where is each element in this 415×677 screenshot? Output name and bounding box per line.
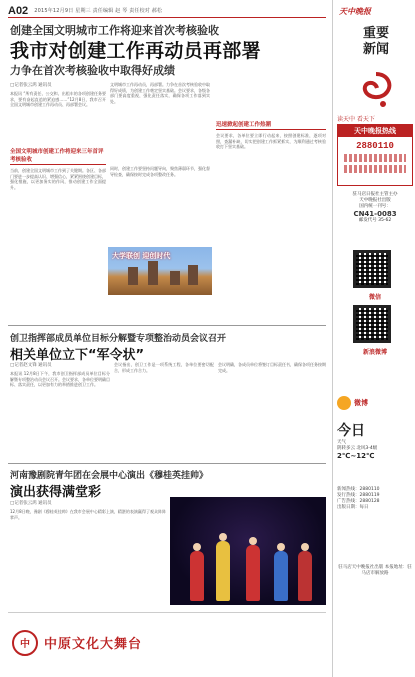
weather-temp: 2℃~12℃ (337, 452, 375, 460)
second-kicker: 创卫指挥部成员单位目标分解暨专项整治动员会议召开 (10, 334, 227, 344)
hotline-number: 2880110 (356, 141, 394, 151)
section-title (351, 26, 401, 58)
contact-item: 广告热线：2880128 (337, 499, 380, 504)
pub-info-2: 天中晚报社出版 (359, 198, 391, 203)
lead-kicker: 创建全国文明城市工作将迎来首次考核验收 (10, 24, 219, 37)
second-col-1 (10, 362, 110, 463)
hotline-stripe (344, 165, 406, 173)
divider (8, 463, 326, 464)
lead-headline[interactable]: 我市对创建工作再动员再部署 (10, 40, 261, 62)
ad-logo: 中 (12, 630, 38, 656)
divider (8, 325, 326, 326)
lead-col1-section: 全国文明城市创建工作将迎来三年首评考核验收 (10, 147, 106, 165)
page-header (8, 4, 326, 18)
third-col-1 (10, 500, 166, 607)
contact-list (337, 487, 413, 511)
swirl-logo-icon (353, 70, 399, 110)
third-col1-text: 12月8日晚，豫剧《穆桂英挂帅》在我市会展中心精彩上演，精湛的表演赢得了观众阵阵掌声。 (10, 509, 166, 520)
brand-logo: 天中晚报 (339, 6, 371, 16)
lead-col3-text: 会议要求，各单位要立即行动起来，按照创建标准，逐项对照，查漏补缺，切实把创建工作抓紧抓实，为顺利通过考核验收打下坚实基础。 (216, 133, 326, 150)
lead-col-2 (110, 82, 210, 246)
lead-col-1 (10, 82, 106, 264)
third-kicker: 河南豫剧院青年团在会展中心演出《穆桂英挂帅》 (10, 471, 209, 481)
hotline-stripe (344, 154, 406, 162)
third-headline[interactable]: 演出获得满堂彩 (10, 485, 102, 500)
weather-desc: 阴转多云 北风3-4级 (337, 446, 378, 451)
weibo-row (337, 396, 413, 410)
lead-col3-section: 迅速掀起创建工作热潮 (216, 120, 326, 130)
photo-banner: 大学联创 迎创时代 (112, 252, 171, 260)
third-byline: □记者张云鸿 通讯员 (10, 501, 52, 506)
lead-col1-cont: 当前，创建全国文明城市工作到了关键期。各区、各部门要进一步提高认识、增强信心，紧紧围绕创建目标，强化措施，以更加务实的作风，推动创建工作全面提升。 (10, 168, 106, 190)
second-headline[interactable]: 相关单位立下“军令状” (10, 348, 145, 363)
pub-info-4: 邮发代号 35-62 (358, 218, 392, 223)
ad-banner[interactable] (8, 612, 326, 672)
side-tagline: 读天中 看天下 (337, 116, 375, 123)
lead-photo (108, 247, 212, 295)
contact-item: 出版日期：每日 (337, 505, 369, 510)
hotline-title: 天中晚报热线 (338, 125, 412, 137)
weather-box (337, 420, 413, 460)
weibo-icon (337, 396, 351, 410)
weather-today: 今日 (337, 423, 365, 439)
second-col2-text: 会议指出，创卫工作是一项系统工程，各单位要密切配合，形成工作合力。 (114, 362, 214, 373)
cn-number: CN41-0083 (353, 210, 397, 218)
second-col-3 (218, 362, 326, 460)
lead-col2-text: 文明城市工作再动员，再部署。力争在首次考核验收中取得好成绩，为创建工作奠定坚实基础。会议要求，各级各部门要高度重视，强化责任落实，确保各项工作落到实处。 (110, 82, 210, 104)
hotline-box (337, 124, 413, 186)
lead-col1-text: 本报讯 “所有责任、公交和、出租车的各项创建任务要求，要有奋起直追的紧迫感……”12月8日，我市召开全国文明城市创建工作再动员、再部署会议。 (10, 91, 106, 108)
weibo-label: 微博 (354, 399, 368, 407)
weather-sub: 天气 (337, 440, 346, 445)
second-byline: □记者赵文锋 通讯员 (10, 363, 52, 368)
pub-info-3: 国内统一刊号： (359, 204, 391, 209)
lead-col2-cont: 同时，创建工作要坚持问题导向，聚焦薄弱环节，强化督导检查，确保按时完成各项整改任务。 (110, 166, 210, 177)
lead-subhead: 力争在首次考核验收中取得好成绩 (10, 64, 175, 77)
weibo-caption: 新浪微博 (362, 349, 387, 356)
lead-col-3 (216, 120, 326, 308)
second-col3-text: 会议明确，各成员单位将签订目标责任书，确保各项任务按期完成。 (218, 362, 326, 373)
sidebar (332, 0, 415, 677)
page-number: A02 (8, 4, 29, 17)
section-title-1: 重要 (362, 26, 389, 41)
section-title-2: 新闻 (362, 42, 389, 57)
opera-photo (170, 497, 326, 605)
pub-info-1: 驻马店日报社主管主办 (352, 192, 398, 197)
wechat-caption: 微信 (368, 294, 381, 301)
wechat-qr-icon[interactable] (353, 250, 391, 288)
ad-text: 中原文化大舞台 (44, 637, 143, 652)
weibo-qr-icon[interactable] (353, 305, 391, 343)
second-col1-text: 本报讯 12月8日下午，我市创卫指挥部成员单位目标分解暨专项整治动员会议召开。会议要求，各单位要明确目标、落实责任，以更加有力的举措推进创卫工作。 (10, 371, 110, 388)
side-footer: 驻马店天中晚报社出版 本报地址：驻马店市解放路 (338, 565, 412, 576)
date-line: 2015年12月9日 星期三 责任编辑 赵 琴 责任校对 郝松 (34, 8, 163, 14)
pub-info (337, 192, 413, 224)
contact-item: 发行热线：2880119 (337, 493, 380, 498)
contact-item: 新闻热线：2880110 (337, 487, 380, 492)
second-col-2 (114, 362, 214, 460)
lead-byline: □记者张云鸿 通讯员 (10, 83, 52, 88)
